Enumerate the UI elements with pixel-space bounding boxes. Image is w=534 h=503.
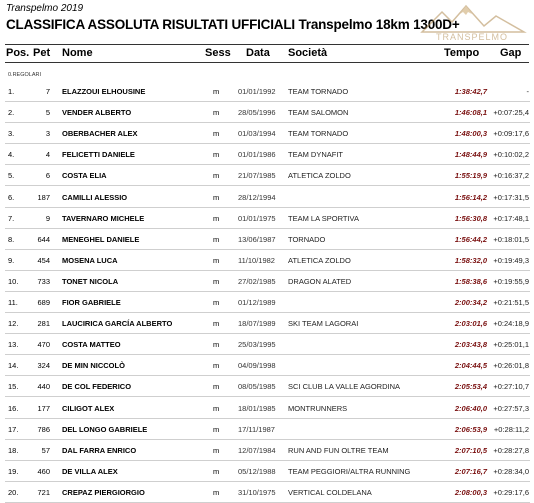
cell-date: 31/10/1975 bbox=[238, 487, 276, 497]
table-row bbox=[0, 250, 534, 271]
column-sess: Sess bbox=[205, 47, 231, 59]
cell-time: 2:07:10,5 bbox=[454, 445, 487, 455]
table-row bbox=[0, 440, 534, 461]
cell-sess: m bbox=[213, 361, 220, 371]
table-row bbox=[0, 292, 534, 313]
table-row bbox=[0, 334, 534, 355]
cell-pos: 20. bbox=[8, 487, 19, 497]
cell-name: CAMILLI ALESSIO bbox=[62, 192, 128, 202]
mountain-logo-icon bbox=[414, 2, 532, 42]
cell-gap: +0:26:01,8 bbox=[493, 361, 529, 371]
cell-date: 28/05/1996 bbox=[238, 108, 276, 118]
cell-sess: m bbox=[213, 87, 220, 96]
cell-time: 2:06:53,9 bbox=[454, 424, 487, 434]
table-row bbox=[0, 123, 534, 144]
cell-pos: 13. bbox=[8, 340, 19, 350]
cell-pos: 7. bbox=[8, 213, 15, 223]
cell-gap: +0:24:18,9 bbox=[493, 319, 529, 329]
cell-pos: 18. bbox=[8, 445, 19, 455]
cell-pos: 14. bbox=[8, 361, 19, 371]
cell-sess: m bbox=[213, 171, 220, 181]
column-gap: Gap bbox=[500, 47, 522, 59]
cell-pet: 187 bbox=[37, 192, 50, 202]
cell-gap: - bbox=[526, 87, 529, 96]
cell-pos: 4. bbox=[8, 150, 15, 160]
table-row bbox=[0, 165, 534, 186]
cell-society: TEAM TORNADO bbox=[288, 87, 349, 96]
cell-society: DRAGON ALATED bbox=[288, 276, 352, 286]
cell-date: 27/02/1985 bbox=[238, 276, 276, 286]
cell-sess: m bbox=[213, 276, 220, 286]
cell-pet: 177 bbox=[37, 403, 50, 413]
cell-society: VERTICAL COLDELANA bbox=[288, 487, 372, 497]
cell-sess: m bbox=[213, 487, 220, 497]
cell-pet: 460 bbox=[37, 466, 50, 476]
cell-pos: 6. bbox=[8, 192, 15, 202]
cell-society: ATLETICA ZOLDO bbox=[288, 255, 351, 265]
cell-gap: +0:28:11,2 bbox=[493, 424, 529, 434]
cell-pos: 16. bbox=[8, 403, 19, 413]
logo-text: TRANSPELMO bbox=[436, 32, 509, 42]
cell-sess: m bbox=[213, 382, 220, 392]
cell-name: FIOR GABRIELE bbox=[62, 298, 121, 307]
table-row bbox=[0, 313, 534, 334]
cell-name: MENEGHEL DANIELE bbox=[62, 234, 140, 244]
cell-pos: 19. bbox=[8, 466, 19, 476]
cell-date: 25/03/1995 bbox=[238, 340, 276, 350]
cell-date: 01/01/1975 bbox=[238, 213, 276, 223]
cell-pet: 689 bbox=[37, 298, 50, 307]
cell-pet: 7 bbox=[45, 87, 50, 96]
table-row bbox=[0, 376, 534, 397]
cell-society: TEAM LA SPORTIVA bbox=[288, 213, 359, 223]
cell-society: TORNADO bbox=[288, 234, 326, 244]
cell-sess: m bbox=[213, 192, 220, 202]
cell-society: MONTRUNNERS bbox=[288, 403, 348, 413]
table-row bbox=[0, 355, 534, 376]
cell-name: DE COL FEDERICO bbox=[62, 382, 132, 392]
cell-pos: 10. bbox=[8, 276, 19, 286]
cell-pet: 733 bbox=[37, 276, 50, 286]
table-row bbox=[0, 144, 534, 165]
cell-time: 2:03:43,8 bbox=[454, 340, 487, 350]
cell-name: DE MIN NICCOLÒ bbox=[62, 361, 125, 371]
cell-date: 08/05/1985 bbox=[238, 382, 276, 392]
cell-time: 2:04:44,5 bbox=[454, 361, 487, 371]
cell-name: LAUCIRICA GARCÍA ALBERTO bbox=[62, 319, 173, 329]
cell-pet: 3 bbox=[45, 129, 50, 139]
cell-time: 1:56:14,2 bbox=[454, 192, 487, 202]
cell-sess: m bbox=[213, 129, 220, 139]
table-row bbox=[0, 229, 534, 250]
cell-pet: 644 bbox=[37, 234, 50, 244]
cell-gap: +0:27:57,3 bbox=[493, 403, 529, 413]
cell-name: CREPAZ PIERGIORGIO bbox=[62, 487, 145, 497]
cell-pet: 57 bbox=[41, 445, 50, 455]
column-time: Tempo bbox=[444, 47, 480, 59]
table-row bbox=[0, 81, 534, 102]
cell-gap: +0:27:10,7 bbox=[493, 382, 529, 392]
table-header bbox=[0, 45, 534, 61]
cell-date: 04/09/1998 bbox=[238, 361, 276, 371]
cell-name: VENDER ALBERTO bbox=[62, 108, 132, 118]
cell-pet: 786 bbox=[37, 424, 50, 434]
cell-date: 11/10/1982 bbox=[238, 255, 275, 265]
cell-time: 1:46:08,1 bbox=[454, 108, 487, 118]
cell-society: TEAM SALOMON bbox=[288, 108, 349, 118]
cell-pos: 2. bbox=[8, 108, 15, 118]
cell-date: 21/07/1985 bbox=[238, 171, 276, 181]
cell-gap: +0:07:25,4 bbox=[493, 108, 529, 118]
cell-pos: 12. bbox=[8, 319, 19, 329]
column-society: Società bbox=[288, 47, 328, 59]
table-row bbox=[0, 419, 534, 440]
event-name: Transpelmo 2019 bbox=[6, 3, 84, 14]
cell-time: 2:08:00,3 bbox=[454, 487, 487, 497]
cell-pet: 9 bbox=[45, 213, 50, 223]
cell-time: 1:55:19,9 bbox=[454, 171, 487, 181]
cell-name: COSTA ELIA bbox=[62, 171, 107, 181]
table-row bbox=[0, 461, 534, 482]
cell-time: 1:48:00,3 bbox=[454, 129, 487, 139]
cell-pos: 3. bbox=[8, 129, 15, 139]
cell-date: 05/12/1988 bbox=[238, 466, 276, 476]
cell-society: TEAM PEGGIORI/ALTRA RUNNING bbox=[288, 466, 411, 476]
cell-name: COSTA MATTEO bbox=[62, 340, 121, 350]
table-row bbox=[0, 208, 534, 229]
cell-sess: m bbox=[213, 403, 220, 413]
cell-name: DE VILLA ALEX bbox=[62, 466, 118, 476]
cell-name: FELICETTI DANIELE bbox=[62, 150, 135, 160]
cell-time: 2:03:01,6 bbox=[454, 319, 487, 329]
cell-society: ATLETICA ZOLDO bbox=[288, 171, 351, 181]
cell-date: 18/01/1985 bbox=[238, 403, 276, 413]
cell-society: RUN AND FUN OLTRE TEAM bbox=[288, 445, 389, 455]
cell-name: TAVERNARO MICHELE bbox=[62, 213, 145, 223]
cell-society: SCI CLUB LA VALLE AGORDINA bbox=[288, 382, 400, 392]
table-row bbox=[0, 271, 534, 292]
cell-pet: 4 bbox=[45, 150, 50, 160]
cell-name: MOSENA LUCA bbox=[62, 255, 118, 265]
cell-pet: 470 bbox=[37, 340, 50, 350]
cell-sess: m bbox=[213, 445, 220, 455]
cell-gap: +0:18:01,5 bbox=[493, 234, 529, 244]
cell-pos: 15. bbox=[8, 382, 19, 392]
cell-time: 2:06:40,0 bbox=[454, 403, 487, 413]
cell-pet: 721 bbox=[37, 487, 50, 497]
cell-gap: +0:17:31,5 bbox=[493, 192, 529, 202]
header-bottom-rule bbox=[5, 62, 529, 63]
cell-society: SKI TEAM LAGORAI bbox=[288, 319, 359, 329]
table-row bbox=[0, 482, 534, 503]
column-date: Data bbox=[246, 47, 270, 59]
cell-time: 2:05:53,4 bbox=[454, 382, 487, 392]
cell-society: TEAM TORNADO bbox=[288, 129, 349, 139]
group-label: 0.REGOLARI bbox=[8, 72, 42, 78]
cell-pet: 5 bbox=[45, 108, 50, 118]
cell-pet: 454 bbox=[37, 255, 50, 265]
cell-gap: +0:28:34,0 bbox=[493, 466, 529, 476]
cell-gap: +0:28:27,8 bbox=[493, 445, 529, 455]
cell-date: 01/12/1989 bbox=[238, 298, 276, 307]
cell-sess: m bbox=[213, 108, 220, 118]
cell-name: TONET NICOLA bbox=[62, 276, 119, 286]
cell-sess: m bbox=[213, 340, 220, 350]
cell-time: 1:56:30,8 bbox=[454, 213, 487, 223]
cell-gap: +0:29:17,6 bbox=[493, 487, 529, 497]
cell-pos: 9. bbox=[8, 255, 15, 265]
cell-date: 12/07/1984 bbox=[238, 445, 276, 455]
cell-date: 13/06/1987 bbox=[238, 234, 276, 244]
cell-date: 28/12/1994 bbox=[238, 192, 276, 202]
cell-sess: m bbox=[213, 213, 220, 223]
column-pos: Pos. bbox=[6, 47, 30, 59]
cell-name: CILIGOT ALEX bbox=[62, 403, 115, 413]
cell-gap: +0:21:51,5 bbox=[493, 298, 529, 307]
cell-time: 1:38:42,7 bbox=[454, 87, 487, 96]
cell-pet: 281 bbox=[37, 319, 50, 329]
table-row bbox=[0, 102, 534, 123]
cell-pet: 324 bbox=[37, 361, 50, 371]
cell-gap: +0:10:02,2 bbox=[493, 150, 529, 160]
cell-date: 01/03/1994 bbox=[238, 129, 276, 139]
cell-time: 2:07:16,7 bbox=[454, 466, 487, 476]
cell-name: DEL LONGO GABRIELE bbox=[62, 424, 148, 434]
cell-gap: +0:09:17,6 bbox=[493, 129, 529, 139]
cell-pet: 440 bbox=[37, 382, 50, 392]
cell-name: ELAZZOUI ELHOUSINE bbox=[62, 87, 146, 96]
cell-sess: m bbox=[213, 466, 220, 476]
cell-time: 1:56:44,2 bbox=[454, 234, 487, 244]
cell-time: 2:00:34,2 bbox=[454, 298, 487, 307]
page-title: CLASSIFICA ASSOLUTA RISULTATI UFFICIALI Transpelmo 18km 1300D+ bbox=[6, 17, 460, 32]
cell-gap: +0:17:48,1 bbox=[493, 213, 529, 223]
table-row bbox=[0, 398, 534, 419]
cell-sess: m bbox=[213, 298, 220, 307]
cell-sess: m bbox=[213, 255, 220, 265]
cell-name: OBERBACHER ALEX bbox=[62, 129, 138, 139]
cell-sess: m bbox=[213, 424, 220, 434]
cell-date: 17/11/1987 bbox=[238, 424, 275, 434]
cell-sess: m bbox=[213, 319, 220, 329]
cell-sess: m bbox=[213, 234, 220, 244]
cell-pos: 11. bbox=[8, 298, 18, 307]
cell-date: 01/01/1986 bbox=[238, 150, 276, 160]
cell-society: TEAM DYNAFIT bbox=[288, 150, 344, 160]
column-name: Nome bbox=[62, 47, 93, 59]
cell-sess: m bbox=[213, 150, 220, 160]
cell-pos: 5. bbox=[8, 171, 15, 181]
cell-name: DAL FARRA ENRICO bbox=[62, 445, 137, 455]
cell-pet: 6 bbox=[45, 171, 50, 181]
cell-date: 01/01/1992 bbox=[238, 87, 276, 96]
cell-gap: +0:19:55,9 bbox=[493, 276, 529, 286]
cell-pos: 8. bbox=[8, 234, 15, 244]
cell-time: 1:48:44,9 bbox=[454, 150, 487, 160]
cell-pos: 1. bbox=[8, 87, 15, 96]
table-row bbox=[0, 187, 534, 208]
cell-time: 1:58:32,0 bbox=[454, 255, 487, 265]
cell-pos: 17. bbox=[8, 424, 19, 434]
cell-gap: +0:16:37,2 bbox=[493, 171, 529, 181]
cell-date: 18/07/1989 bbox=[238, 319, 276, 329]
cell-gap: +0:19:49,3 bbox=[493, 255, 529, 265]
column-pet: Pet bbox=[33, 47, 51, 59]
cell-gap: +0:25:01,1 bbox=[493, 340, 529, 350]
cell-time: 1:58:38,6 bbox=[454, 276, 487, 286]
